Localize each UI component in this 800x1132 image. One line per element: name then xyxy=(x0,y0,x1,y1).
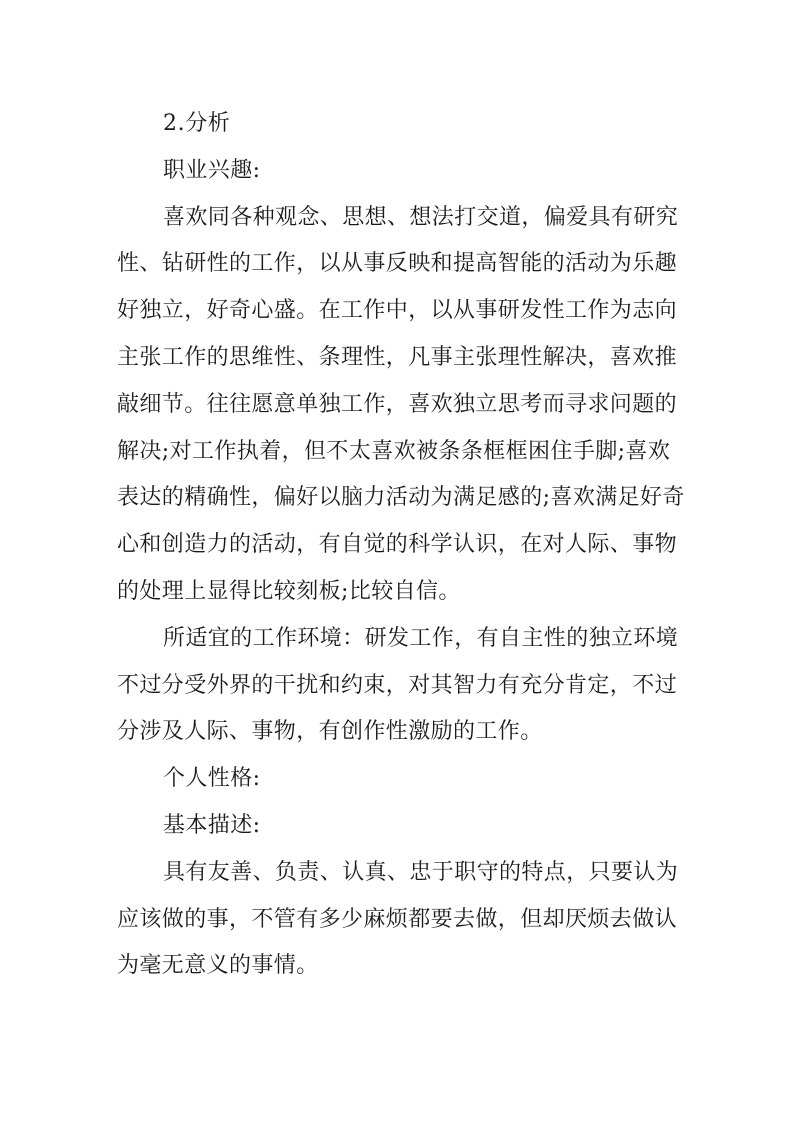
document-body xyxy=(117,101,692,990)
personality-label: 个人性格: xyxy=(163,766,261,792)
paragraph-line: 应该做的事，不管有多少麻烦都要去做，但却厌烦去做认 xyxy=(117,906,678,932)
paragraph-line: 心和创造力的活动，有自觉的科学认识，在对人际、事物 xyxy=(117,532,678,558)
section-heading: 2.分析 xyxy=(163,111,231,136)
paragraph-line: 主张工作的思维性、条理性，凡事主张理性解决，喜欢推 xyxy=(117,344,678,370)
paragraph-line: 的处理上显得比较刻板;比较自信。 xyxy=(117,578,461,604)
paragraph-line: 敲细节。往往愿意单独工作，喜欢独立思考而寻求问题的 xyxy=(117,391,678,417)
paragraph-line: 不过分受外界的干扰和约束，对其智力有充分肯定，不过 xyxy=(117,672,678,698)
paragraph-line: 解决;对工作执着，但不太喜欢被条条框框困住手脚;喜欢 xyxy=(117,438,671,464)
paragraph-line: 喜欢同各种观念、思想、想法打交道，偏爱具有研究 xyxy=(163,204,679,230)
paragraph-line: 分涉及人际、事物，有创作性激励的工作。 xyxy=(117,719,543,745)
paragraph-line: 具有友善、负责、认真、忠于职守的特点，只要认为 xyxy=(163,859,679,885)
paragraph-line: 所适宜的工作环境：研发工作，有自主性的独立环境 xyxy=(163,625,679,651)
paragraph-line: 表达的精确性，偏好以脑力活动为满足感的;喜欢满足好奇 xyxy=(117,485,685,511)
environment-paragraph xyxy=(117,616,692,756)
basic-description-label: 基本描述: xyxy=(163,812,261,838)
paragraph-line: 性、钻研性的工作，以从事反映和提高智能的活动为乐趣 xyxy=(117,251,678,277)
career-interest-label: 职业兴趣: xyxy=(163,157,261,183)
description-paragraph xyxy=(117,850,692,990)
paragraph-line: 为毫无意义的事情。 xyxy=(117,953,319,979)
interest-paragraph xyxy=(117,195,692,616)
paragraph-line: 好独立，好奇心盛。在工作中，以从事研发性工作为志向 xyxy=(117,298,678,324)
